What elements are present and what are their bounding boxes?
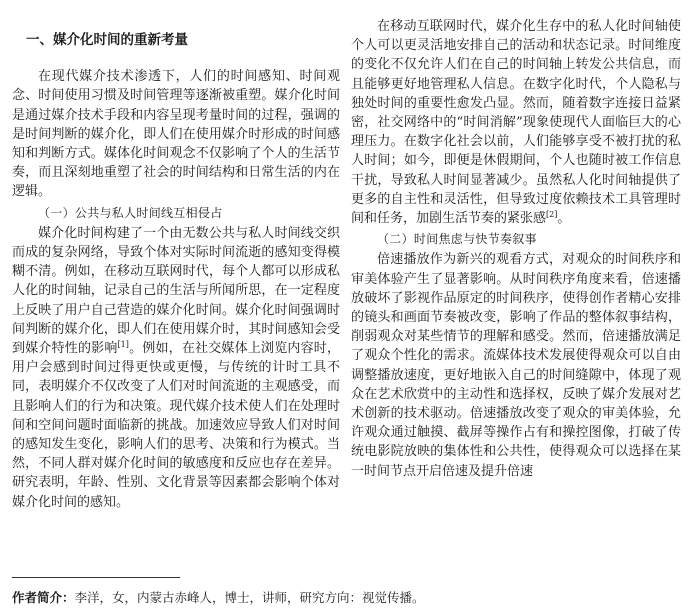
- citation-ref-1[interactable]: [1]: [117, 340, 129, 350]
- footnote-divider: [12, 577, 180, 578]
- paragraph-speed-playback: 倍速播放作为新兴的观看方式，对观众的时间秩序和审美体验产生了显著影响。从时间秩序角度来看，倍速播放破坏了影视作品原定的时间秩序，使得创作者精心安排的镜头和画面节奏被改变，影响了作品的整体叙事结构，削弱观众对某些情节的理解和感受。然而，倍速播放满足了观众个性化的需求。流媒体技术发展使得观众可以自由调整播放速度，更好地嵌入自己的时间缝隙中，体现了观众在艺术欣赏中的主动性和选择权，反映了媒介发展对艺术创新的技术驱动。倍速播放改变了观众的审美体验，允许观众通过触摸、截屏等操作占有和操控图像，打破了传统电影院放映的集体性和公共性，使得观众可以选择在某一时间节点开启倍速及提升倍速: [351, 252, 681, 479]
- section-heading: 一、媒介化时间的重新考量: [26, 32, 188, 48]
- paragraph-text: 媒介化时间构建了一个由无数公共与私人时间线交织而成的复杂网络，导致个体对实际时间流逝的感知变得模糊不清。例如，在移动互联网时代，每个人都可以形成私人化的时间轴，记录自己的生活与所闻所思，在一定程度上反映了用户自己营造的媒介化时间。媒介化时间强调时间判断的媒介化，即人们在使用媒介时，其时间感知会受到媒介特性的影响: [12, 225, 340, 357]
- author-footnote: [12, 588, 425, 606]
- subheading-time-anxiety: （二）时间焦虑与快节奏叙事: [377, 232, 537, 247]
- author-label: 作者简介：: [12, 590, 75, 605]
- paragraph-text: 在移动互联网时代，媒介化生存中的私人化时间轴使个人可以更灵活地安排自己的活动和状态记录。时间维度的变化不仅允许人们在自己的时间轴上转发公共信息，而且能够更好地管理私人信息。在数字化时代，个人隐私与独处时间的重要性愈发凸显。然而，随着数字连接日益紧密，社交网络中的“时间消解”现象使现代人面临巨大的心理压力。在数字化社会以前，人们能够享受不被打扰的私人时间；如今，即便是休假期间，个人也随时被工作信息干扰，导致私人时间显著减少。虽然私人化时间轴提供了更多的自主性和灵活性，但导致过度依赖技术工具管理时间和任务，加剧生活节奏的紧张感: [351, 19, 681, 227]
- citation-ref-2[interactable]: [2]: [546, 210, 558, 220]
- paragraph-text: 。例如，在社交媒体上浏览内容时，用户会感到时间过得更快或更慢，与传统的计时工具不同，表明媒介不仅改变了人们对时间流逝的主观感受，而且影响人们的行为和决策。现代媒介技术使人们在处理时间和空间问题时面临新的挑战。加速效应导致人们对时间的感知发生变化，影响人们的思考、决策和行为模式。当然，不同人群对媒介化时间的敏感度和反应也存在差异。研究表明，年龄、性别、文化背景等因素都会影响个体对媒介化时间的感知。: [12, 341, 340, 510]
- right-column: [351, 17, 681, 481]
- paragraph-private-timeline: [351, 17, 681, 228]
- subheading-public-private: （一）公共与私人时间线互相侵占: [38, 205, 223, 220]
- intro-paragraph: 在现代媒介技术渗透下，人们的时间感知、时间观念、时间使用习惯及时间管理等逐渐被重塑。媒介化时间是通过媒介技术手段和内容呈现考量时间的过程，强调的是时间判断的媒介化，即人们在使用媒介时形成的时间感知和判断方式。媒体化时间观念不仅影响了个人的生活节奏，而且深刻地重塑了社会的时间结构和日常生活的内在逻辑。: [12, 69, 340, 200]
- author-info: 李洋，女，内蒙古赤峰人，博士，讲师，研究方向：视觉传播。: [74, 590, 425, 605]
- paragraph-text: 。: [557, 211, 571, 227]
- left-column: [12, 17, 340, 512]
- paragraph-mediated-time: [12, 224, 340, 512]
